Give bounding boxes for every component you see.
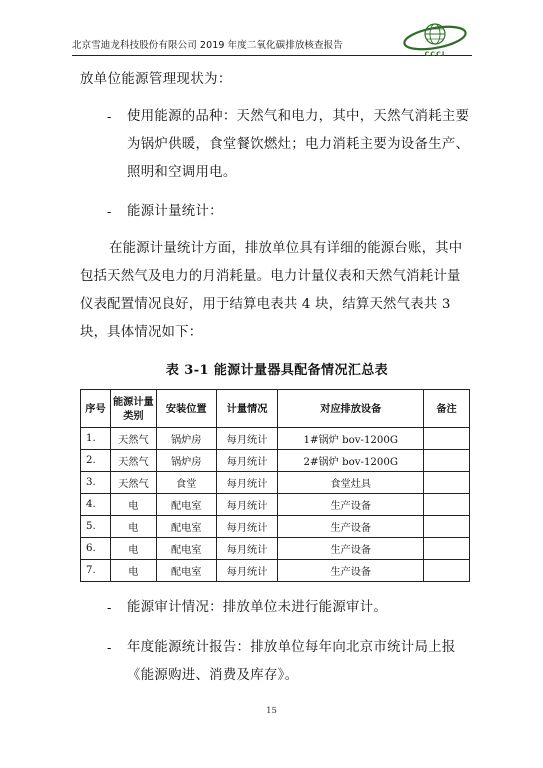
bullet-dash: - xyxy=(107,601,112,616)
table-cell: 3. xyxy=(81,472,111,494)
table-header-row xyxy=(81,390,470,428)
bullet-dash: - xyxy=(107,205,112,220)
metering-paragraph: 在能源计量统计方面，排放单位具有详细的能源台账，其中包括天然气及电力的月消耗量。电力计量仪表和天然气消耗计量仪表配置情况良好，用于结算电表共 4 块，结算天然气表共 3 块，具体情况如下： xyxy=(80,241,463,340)
table-cell: 天然气 xyxy=(110,428,156,450)
table-row xyxy=(81,450,470,472)
table-cell: 配电室 xyxy=(156,560,216,582)
bullet-dash: - xyxy=(107,641,112,656)
table-cell: 每月统计 xyxy=(216,538,278,560)
table-cell: 生产设备 xyxy=(278,560,424,582)
table-cell: 配电室 xyxy=(156,516,216,538)
table-cell: 生产设备 xyxy=(278,494,424,516)
table-row xyxy=(81,516,470,538)
table-cell: 每月统计 xyxy=(216,560,278,582)
table-cell: 电 xyxy=(110,560,156,582)
header-cell: 计量情况 xyxy=(216,390,278,428)
table-cell: 每月统计 xyxy=(216,428,278,450)
table-cell: 配电室 xyxy=(156,538,216,560)
table-cell xyxy=(424,494,470,516)
table-cell: 1. xyxy=(81,428,111,450)
table-cell: 每月统计 xyxy=(216,472,278,494)
table-cell: 食堂灶具 xyxy=(278,472,424,494)
intro-text: 放单位能源管理现状为： xyxy=(80,72,232,87)
table-row xyxy=(81,538,470,560)
table-row xyxy=(81,428,470,450)
table-cell xyxy=(424,428,470,450)
table-cell: 食堂 xyxy=(156,472,216,494)
table-cell: 2. xyxy=(81,450,111,472)
table-cell: 5. xyxy=(81,516,111,538)
table-cell xyxy=(424,472,470,494)
table-cell xyxy=(424,516,470,538)
table-cell: 天然气 xyxy=(110,472,156,494)
table-cell xyxy=(424,538,470,560)
table-row xyxy=(81,494,470,516)
header-cell: 备注 xyxy=(424,390,470,428)
table-cell: 电 xyxy=(110,516,156,538)
table-cell: 锅炉房 xyxy=(156,428,216,450)
header-cell: 序号 xyxy=(81,390,111,428)
table-cell: 天然气 xyxy=(110,450,156,472)
table-cell: 7. xyxy=(81,560,111,582)
header-cell: 对应排放设备 xyxy=(278,390,424,428)
table-cell: 电 xyxy=(110,538,156,560)
logo-text: CCCI xyxy=(424,50,446,58)
header-cell: 能源计量类别 xyxy=(110,390,156,428)
table-cell: 生产设备 xyxy=(278,516,424,538)
header-title: 北京雪迪龙科技股份有限公司 2019 年度二氧化碳排放核查报告 xyxy=(72,40,343,51)
table-cell: 4. xyxy=(81,494,111,516)
table-cell xyxy=(424,450,470,472)
header-cell: 安装位置 xyxy=(156,390,216,428)
table-cell: 锅炉房 xyxy=(156,450,216,472)
table-cell xyxy=(424,560,470,582)
table-cell: 电 xyxy=(110,494,156,516)
table-cell: 6. xyxy=(81,538,111,560)
table-cell: 生产设备 xyxy=(278,538,424,560)
bullet-energy-types: 使用能源的品种：天然气和电力，其中，天然气消耗主要为锅炉供暖，食堂餐饮燃灶；电力消耗主要为设备生产、照明和空调用电。 xyxy=(127,109,470,180)
table-cell: 2#锅炉 bov-1200G xyxy=(278,450,424,472)
table-caption: 表 3-1 能源计量器具配备情况汇总表 xyxy=(165,363,389,378)
table-cell: 每月统计 xyxy=(216,516,278,538)
bullet-annual-report: 年度能源统计报告：排放单位每年向北京市统计局上报《能源购进、消费及库存》。 xyxy=(127,640,456,683)
table-cell: 配电室 xyxy=(156,494,216,516)
table-row xyxy=(81,560,470,582)
meter-table xyxy=(80,389,470,582)
table-cell: 每月统计 xyxy=(216,450,278,472)
page-number: 15 xyxy=(266,706,277,716)
bullet-dash: - xyxy=(107,110,112,125)
table-cell: 1#锅炉 bov-1200G xyxy=(278,428,424,450)
table-cell: 每月统计 xyxy=(216,494,278,516)
bullet-energy-metering: 能源计量统计： xyxy=(127,204,223,219)
table-row xyxy=(81,472,470,494)
bullet-energy-audit: 能源审计情况：排放单位未进行能源审计。 xyxy=(127,600,388,615)
